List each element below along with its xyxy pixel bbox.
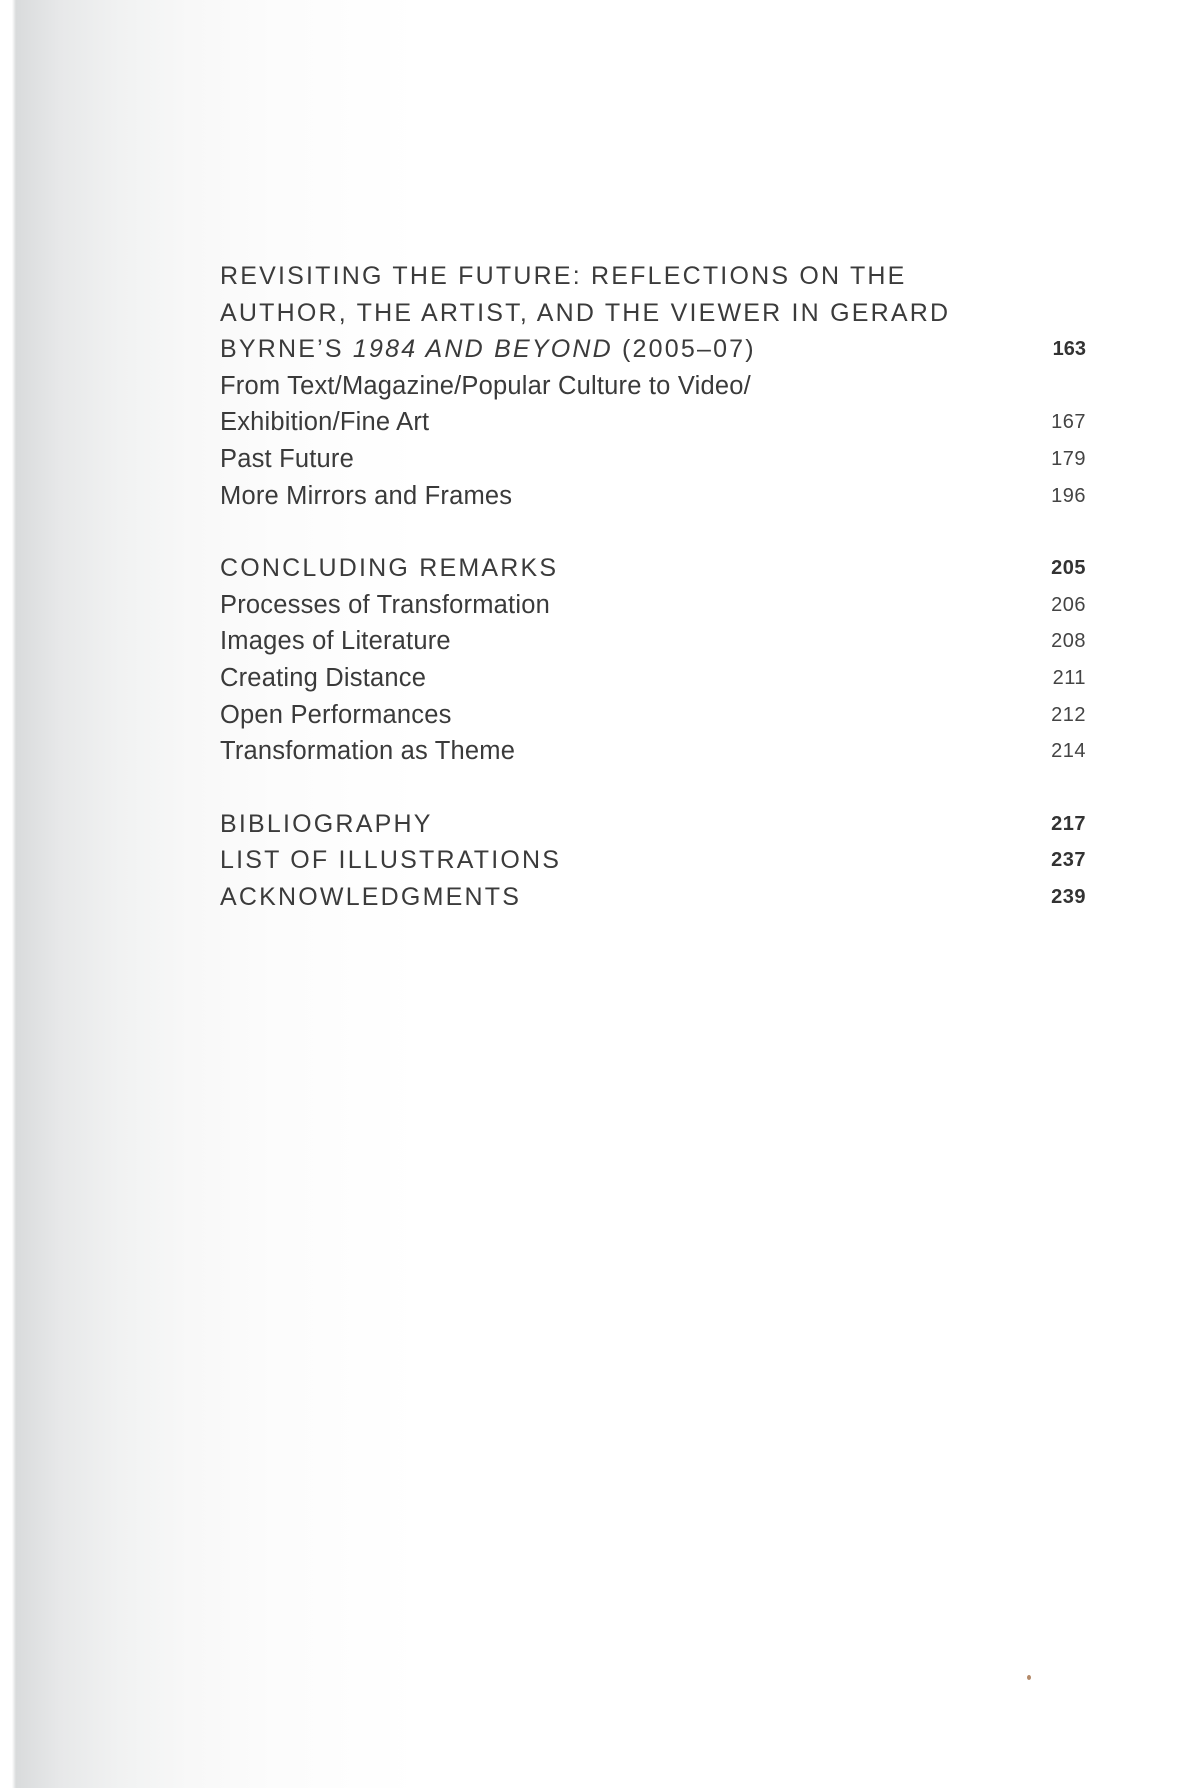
chapter-heading: [220, 842, 1086, 879]
toc-entry-label: Processes of Transformation: [220, 590, 550, 619]
toc-entry-page-number: 212: [1051, 703, 1086, 726]
toc-entry-label: More Mirrors and Frames: [220, 481, 513, 510]
toc-entry-label: Past Future: [220, 444, 355, 473]
toc-entry-label: Images of Literature: [220, 627, 451, 656]
toc-entry-page-number: 211: [1052, 666, 1086, 689]
chapter-title-line-3: [220, 331, 1086, 368]
chapter-title-line-3-suffix: (2005–07): [612, 335, 756, 364]
toc-section-back-matter: [220, 806, 1086, 916]
toc-entry-page-number: 196: [1051, 484, 1086, 507]
chapter-title-line-2: AUTHOR, THE ARTIST, AND THE VIEWER IN GERARD: [220, 298, 951, 327]
chapter-heading: [220, 879, 1086, 916]
toc-section-revisiting-the-future: [220, 258, 1086, 514]
chapter-title: LIST OF ILLUSTRATIONS: [220, 846, 562, 875]
paper-speck: [1027, 1675, 1031, 1680]
toc-entry-label: Creating Distance: [220, 663, 427, 692]
chapter-page-number: 239: [1051, 885, 1086, 908]
toc-entry-page-number: 208: [1051, 630, 1086, 653]
toc-entry: [220, 660, 1086, 697]
chapter-heading: [220, 550, 1086, 587]
toc-entry-label: [220, 368, 1026, 441]
chapter-title: CONCLUDING REMARKS: [220, 554, 559, 583]
table-of-contents: [220, 258, 1086, 916]
toc-entry-label: Open Performances: [220, 700, 452, 729]
chapter-title: BIBLIOGRAPHY: [220, 809, 433, 838]
chapter-page-number: 163: [1052, 338, 1086, 361]
toc-entry-page-number: 179: [1051, 447, 1086, 470]
toc-entry: [220, 623, 1086, 660]
toc-entry-page-number: 167: [1051, 411, 1086, 434]
chapter-page-number: 237: [1051, 849, 1086, 872]
toc-entry-page-number: 206: [1051, 593, 1086, 616]
chapter-page-number: 217: [1051, 812, 1086, 835]
toc-entry-page-number: 214: [1051, 740, 1086, 763]
toc-entry-label-line-1: From Text/Magazine/Popular Culture to Video/: [220, 371, 751, 400]
chapter-title: ACKNOWLEDGMENTS: [220, 882, 522, 911]
chapter-title-line-3-prefix: BYRNE’S: [220, 335, 353, 364]
chapter-heading: [220, 258, 1086, 368]
chapter-title-italic-work: 1984 AND BEYOND: [352, 335, 613, 364]
chapter-heading: [220, 806, 1086, 843]
toc-entry: [220, 478, 1086, 515]
chapter-page-number: 205: [1051, 557, 1086, 580]
toc-entry-label: Transformation as Theme: [220, 737, 516, 766]
toc-entry: [220, 733, 1086, 770]
toc-entry: [220, 697, 1086, 734]
toc-entry: [220, 368, 1086, 441]
toc-entry: [220, 587, 1086, 624]
toc-entry: [220, 441, 1086, 478]
toc-entry-label-line-2: Exhibition/Fine Art: [220, 408, 430, 437]
chapter-title-line-1: REVISITING THE FUTURE: REFLECTIONS ON THE: [220, 262, 907, 290]
toc-section-concluding-remarks: [220, 550, 1086, 770]
